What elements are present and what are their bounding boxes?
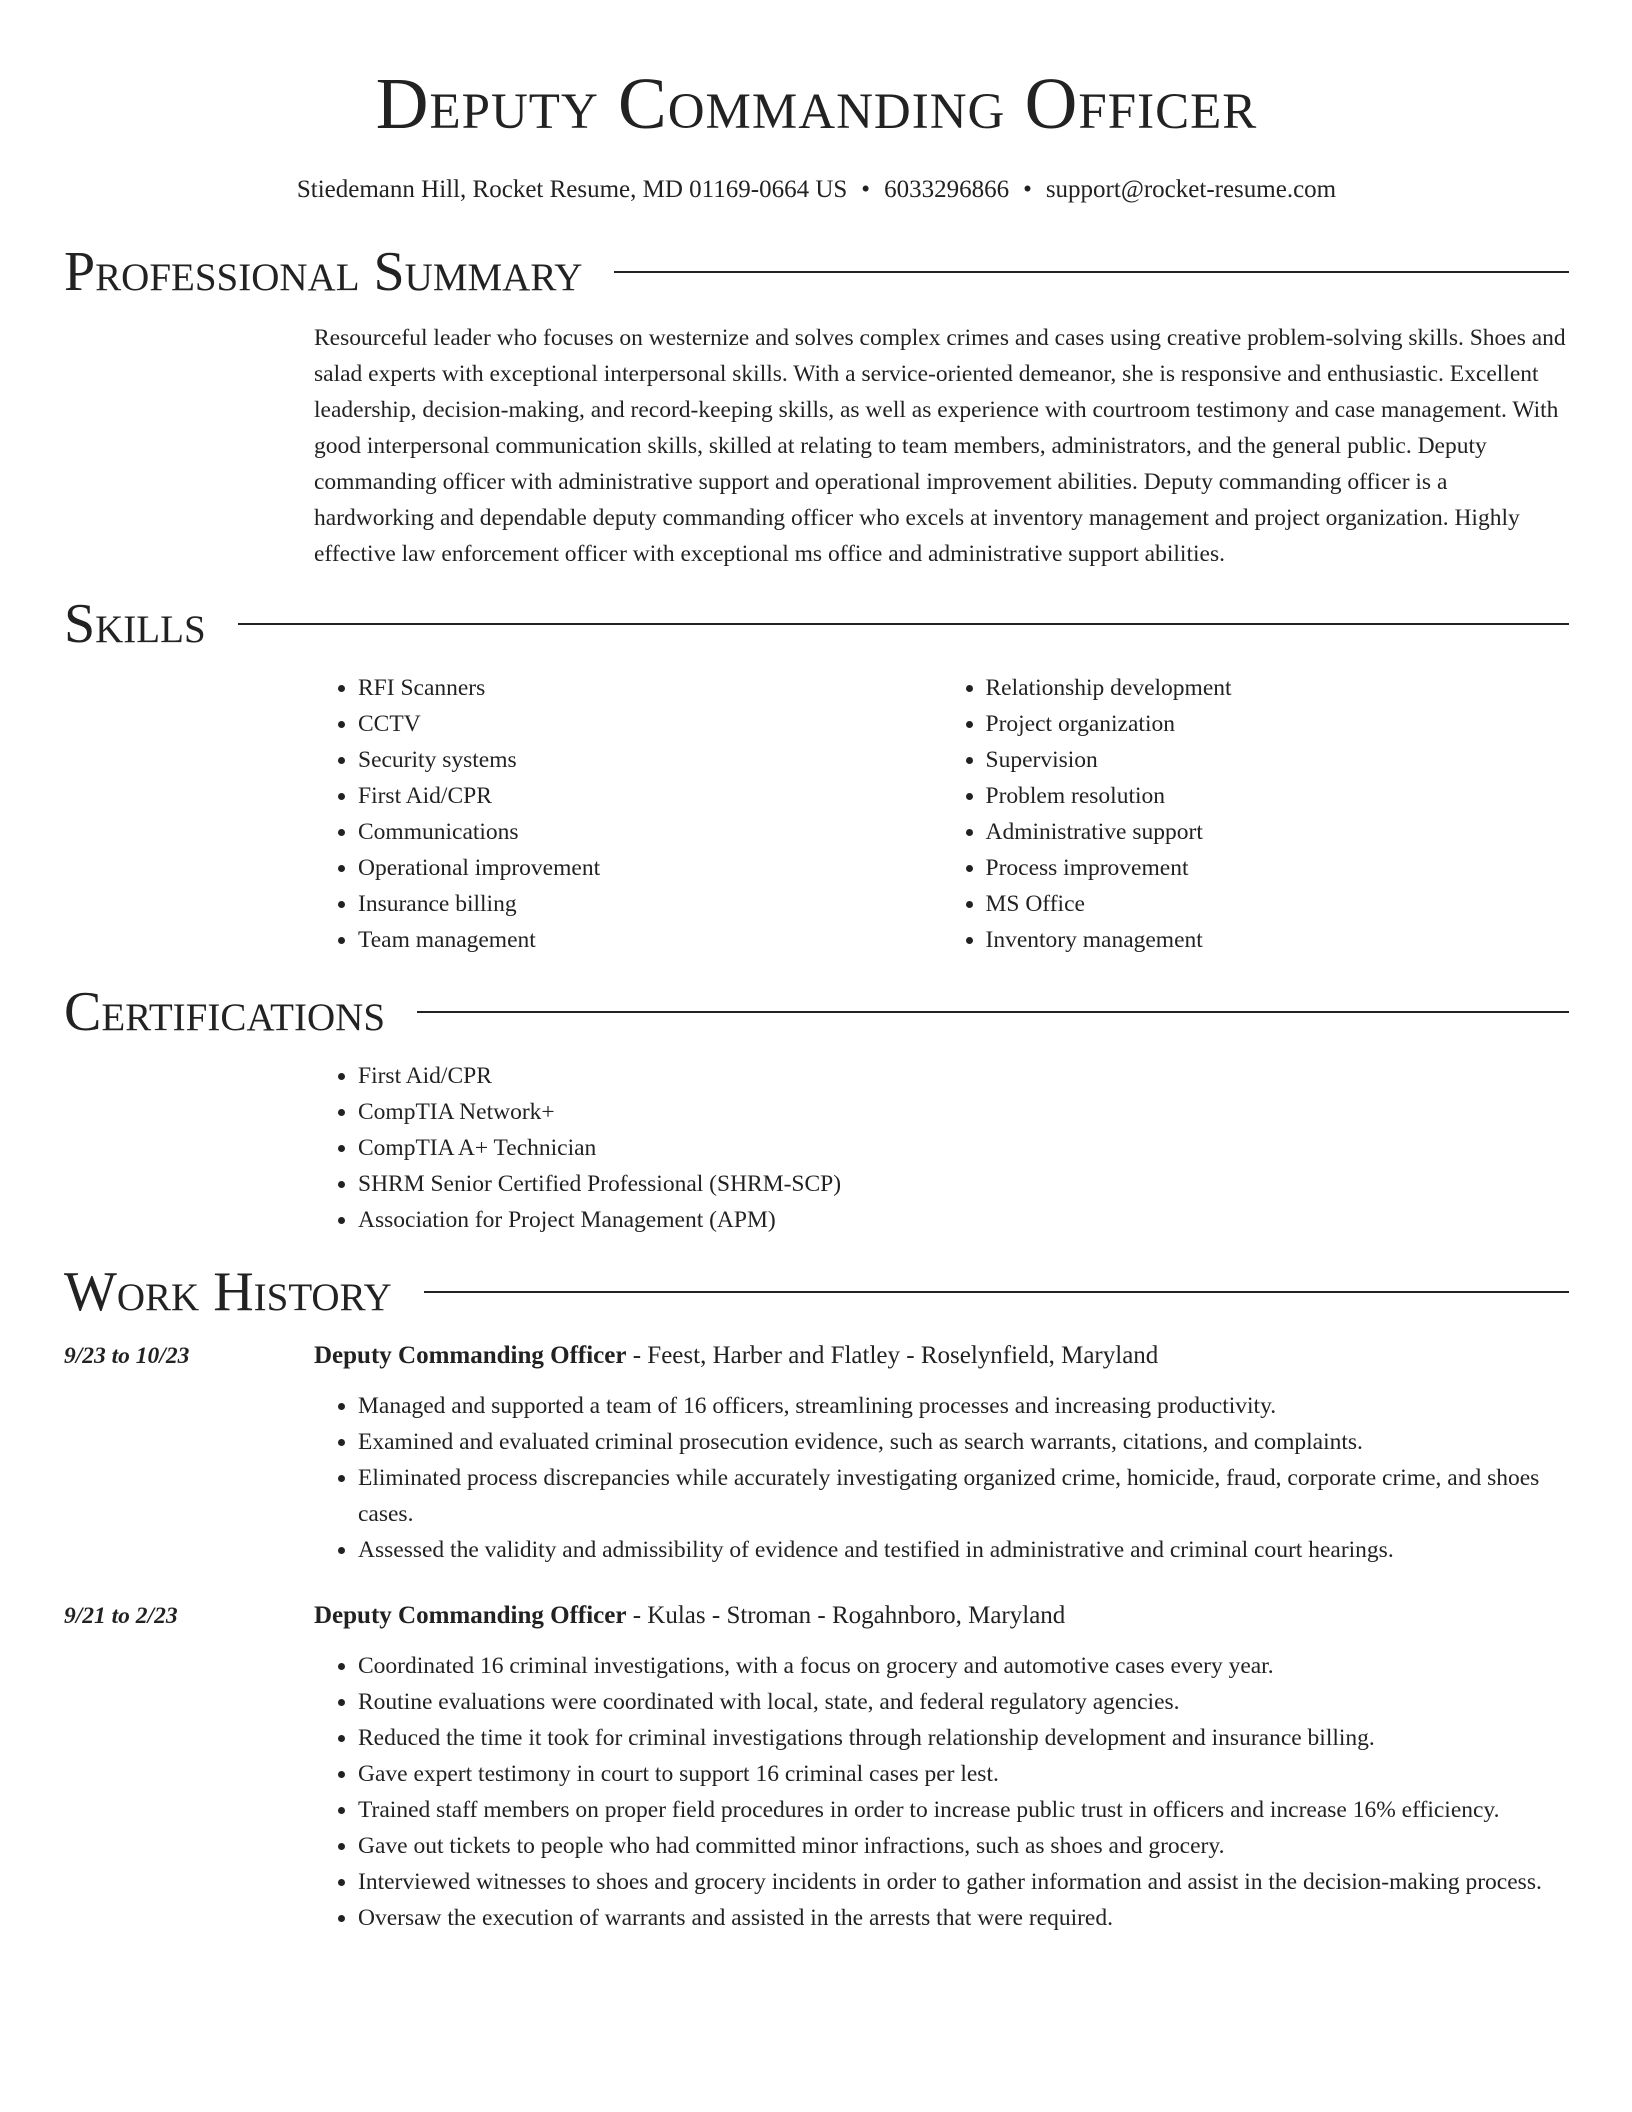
skill-item: • Project organization [986, 706, 1570, 742]
skill-item: • Insurance billing [358, 886, 942, 922]
skill-item: • Problem resolution [986, 778, 1570, 814]
job-bullet: • Examined and evaluated criminal prosecution evidence, such as search warrants, citations, and complaints. [358, 1424, 1569, 1460]
job-role: Deputy Commanding Officer [314, 1602, 627, 1629]
skill-item: • Operational improvement [358, 850, 942, 886]
skill-item: • First Aid/CPR [358, 778, 942, 814]
job-body [314, 1338, 1569, 1568]
certifications-list [314, 1058, 1569, 1238]
job-entry [64, 1598, 1569, 1936]
job-body [314, 1598, 1569, 1936]
job-bullet: • Gave expert testimony in court to support 16 criminal cases per lest. [358, 1756, 1569, 1792]
job-bullet: • Gave out tickets to people who had committed minor infractions, such as shoes and grocery. [358, 1828, 1569, 1864]
contact-separator: • [1023, 176, 1032, 203]
section-divider [238, 623, 1569, 625]
job-bullet: • Managed and supported a team of 16 officers, streamlining processes and increasing productivity. [358, 1388, 1569, 1424]
job-entry [64, 1338, 1569, 1568]
skill-item: • Security systems [358, 742, 942, 778]
summary-section-header [64, 240, 1569, 304]
job-role: Deputy Commanding Officer [314, 1342, 627, 1369]
skills-section-header [64, 592, 1569, 656]
skill-item: • RFI Scanners [358, 670, 942, 706]
skill-item: • Team management [358, 922, 942, 958]
skill-item: • Communications [358, 814, 942, 850]
skills-list-left [314, 670, 942, 958]
certification-item: • CompTIA A+ Technician [358, 1130, 1569, 1166]
job-title-line [314, 1338, 1569, 1374]
skills-list-right [942, 670, 1570, 958]
certifications-section [314, 1058, 1569, 1238]
job-bullets [314, 1388, 1569, 1568]
certification-item: • First Aid/CPR [358, 1058, 1569, 1094]
job-bullet: • Coordinated 16 criminal investigations, with a focus on grocery and automotive cases every year. [358, 1648, 1569, 1684]
job-bullet: • Trained staff members on proper field procedures in order to increase public trust in officers and increase 16% efficiency. [358, 1792, 1569, 1828]
job-details: - Kulas - Stroman - Rogahnboro, Maryland [626, 1602, 1066, 1629]
certification-item: • CompTIA Network+ [358, 1094, 1569, 1130]
section-divider [424, 1291, 1569, 1293]
job-title-line [314, 1598, 1569, 1634]
section-divider [417, 1011, 1569, 1013]
job-dates: 9/23 to 10/23 [64, 1343, 190, 1369]
job-bullet: • Assessed the validity and admissibility of evidence and testified in administrative and criminal court hearings. [358, 1532, 1569, 1568]
skill-item: • Supervision [986, 742, 1570, 778]
job-bullet: • Interviewed witnesses to shoes and grocery incidents in order to gather information and assist in the decision-making process. [358, 1864, 1569, 1900]
job-dates: 9/21 to 2/23 [64, 1603, 178, 1629]
certification-item: • Association for Project Management (APM) [358, 1202, 1569, 1238]
job-bullets [314, 1648, 1569, 1936]
skill-item: • Relationship development [986, 670, 1570, 706]
job-bullet: • Reduced the time it took for criminal investigations through relationship development and insurance billing. [358, 1720, 1569, 1756]
work-heading: Work History [64, 1261, 392, 1323]
job-bullet: • Oversaw the execution of warrants and assisted in the arrests that were required. [358, 1900, 1569, 1936]
contact-separator: • [861, 176, 871, 203]
summary-section [314, 320, 1569, 572]
certifications-heading: Certifications [64, 981, 386, 1043]
contact-line [64, 174, 1569, 206]
contact-email: support@rocket-resume.com [1045, 176, 1337, 203]
skills-section [314, 670, 1569, 958]
skills-heading: Skills [64, 593, 206, 655]
section-divider [614, 271, 1569, 273]
skill-item: • Process improvement [986, 850, 1570, 886]
work-section-header [64, 1260, 1569, 1324]
certification-item: • SHRM Senior Certified Professional (SHRM-SCP) [358, 1166, 1569, 1202]
skill-item: • Administrative support [986, 814, 1570, 850]
skill-item: • Inventory management [986, 922, 1570, 958]
summary-heading: Professional Summary [64, 241, 583, 303]
contact-phone: 6033296866 [884, 176, 1010, 203]
job-details: - Feest, Harber and Flatley - Roselynfield, Maryland [626, 1342, 1159, 1369]
skill-item: • MS Office [986, 886, 1570, 922]
resume-name: Deputy Commanding Officer [375, 63, 1258, 144]
skill-item: • CCTV [358, 706, 942, 742]
summary-text: Resourceful leader who focuses on westernize and solves complex crimes and cases using creative problem-solving skills. Shoes and salad experts with exceptional interpersonal skills. With a service-oriented demeanor, she is responsive and enthusiastic. Excellent leadership, decision-making, and record-keeping skills, as well as experience with courtroom testimony and case management. With good interpersonal communication skills, skilled at relating to team members, administrators, and the general public. Deputy commanding officer with administrative support and operational improvement abilities. Deputy commanding officer is a hardworking and dependable deputy commanding officer who excels at inventory management and project organization. Highly effective law enforcement officer with exceptional ms office and administrative support abilities. [314, 325, 1566, 567]
contact-address: Stiedemann Hill, Rocket Resume, MD 01169-0664 US [296, 176, 848, 203]
job-bullet: • Eliminated process discrepancies while accurately investigating organized crime, homicide, fraud, corporate crime, and shoes cases. [358, 1460, 1569, 1532]
job-bullet: • Routine evaluations were coordinated with local, state, and federal regulatory agencies. [358, 1684, 1569, 1720]
certifications-section-header [64, 980, 1569, 1044]
